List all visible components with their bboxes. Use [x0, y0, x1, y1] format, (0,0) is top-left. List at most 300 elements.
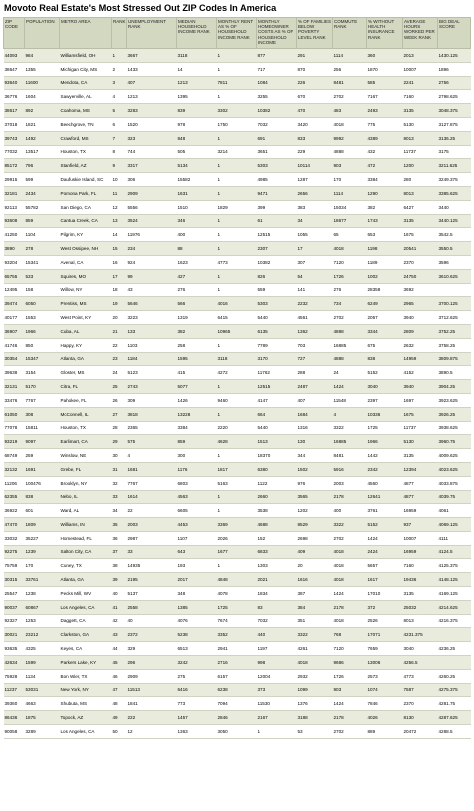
- table-cell: 903: [333, 159, 367, 173]
- table-cell: 3344: [367, 324, 403, 338]
- table-cell: 409: [297, 545, 333, 559]
- table-cell: 2698: [297, 531, 333, 545]
- table-cell: 278: [25, 242, 60, 256]
- table-cell: 15347: [25, 352, 60, 366]
- table-cell: 1189: [367, 255, 403, 269]
- table-cell: 39743: [4, 131, 25, 145]
- table-cell: 256: [333, 62, 367, 76]
- table-cell: 11737: [403, 145, 438, 159]
- table-cell: 77032: [4, 145, 25, 159]
- table-cell: 1697: [403, 393, 438, 407]
- table-cell: 2909: [127, 186, 177, 200]
- table-cell: 170: [333, 173, 367, 187]
- table-cell: 5303: [257, 297, 297, 311]
- table-cell: 2487: [297, 380, 333, 394]
- table-cell: 3384: [177, 421, 217, 435]
- table-cell: 130: [297, 435, 333, 449]
- table-cell: 1316: [297, 421, 333, 435]
- table-cell: 13006: [367, 656, 403, 670]
- table-cell: 877: [257, 49, 297, 63]
- table-cell: 1395: [177, 90, 217, 104]
- table-cell: 1896: [438, 62, 471, 76]
- table-cell: 1197: [257, 642, 297, 656]
- table-cell: 1213: [127, 90, 177, 104]
- table-row: [4, 242, 471, 256]
- table-cell: 92113: [4, 200, 25, 214]
- table-cell: 2965: [403, 297, 438, 311]
- table-cell: 415: [177, 366, 217, 380]
- table-cell: 14: [112, 228, 127, 242]
- table-cell: 6238: [217, 683, 257, 697]
- table-cell: 1: [217, 380, 257, 394]
- table-cell: 5170: [25, 380, 60, 394]
- table-cell: 4888: [333, 324, 367, 338]
- table-cell: 937: [403, 518, 438, 532]
- table-cell: 3758.25: [438, 338, 471, 352]
- table-cell: 1725: [367, 421, 403, 435]
- table-cell: 3289: [25, 725, 60, 739]
- table-row: [4, 587, 471, 601]
- table-cell: 4076: [177, 614, 217, 628]
- table-cell: 88: [177, 242, 217, 256]
- table-cell: 2003: [127, 518, 177, 532]
- table-cell: 25: [112, 380, 127, 394]
- table-cell: 193: [177, 559, 217, 573]
- table-cell: 5: [112, 104, 127, 118]
- table-cell: 3154: [25, 366, 60, 380]
- table-cell: 6803: [177, 476, 217, 490]
- table-cell: 27: [112, 407, 127, 421]
- table-cell: 306: [127, 173, 177, 187]
- table-cell: Cantua Creek, CA: [60, 214, 112, 228]
- table-cell: 26: [112, 393, 127, 407]
- table-cell: 1290: [367, 186, 403, 200]
- table-cell: 575: [127, 435, 177, 449]
- table-cell: 1239: [25, 545, 60, 559]
- table-cell: 5123: [127, 366, 177, 380]
- table-cell: 1631: [177, 186, 217, 200]
- table-cell: 1681: [127, 462, 177, 476]
- table-cell: 1362: [297, 324, 333, 338]
- table-cell: Grebe, FL: [60, 462, 112, 476]
- table-cell: 258: [177, 338, 217, 352]
- table-row: [4, 490, 471, 504]
- table-cell: 2003: [333, 476, 367, 490]
- table-cell: 3: [112, 76, 127, 90]
- table-cell: 7767: [25, 393, 60, 407]
- table-cell: Los Angeles, CA: [60, 600, 112, 614]
- table-cell: 1: [217, 131, 257, 145]
- table-cell: 670: [297, 90, 333, 104]
- table-cell: 38617: [4, 104, 25, 118]
- table-cell: 3118: [177, 49, 217, 63]
- table-cell: 2702: [333, 725, 367, 739]
- table-cell: 32132: [4, 462, 25, 476]
- table-cell: 3538: [257, 504, 297, 518]
- table-cell: 4275.375: [438, 683, 471, 697]
- table-cell: 9686: [333, 656, 367, 670]
- table-cell: 3135: [403, 449, 438, 463]
- table-cell: 5130: [403, 117, 438, 131]
- table-cell: 9: [112, 159, 127, 173]
- table-cell: 3040: [367, 380, 403, 394]
- table-cell: 3809.875: [438, 352, 471, 366]
- table-cell: 3610.625: [438, 269, 471, 283]
- table-cell: 23212: [25, 628, 60, 642]
- table-cell: 25032: [403, 600, 438, 614]
- table-cell: 727: [297, 352, 333, 366]
- table-cell: 2370: [403, 697, 438, 711]
- table-cell: 4663: [25, 697, 60, 711]
- table-cell: 11513: [127, 683, 177, 697]
- table-cell: 2178: [333, 490, 367, 504]
- table-cell: 39638: [4, 366, 25, 380]
- table-cell: 5152: [367, 518, 403, 532]
- table-cell: 93204: [4, 255, 25, 269]
- table-cell: 259: [25, 449, 60, 463]
- table-cell: 1617: [367, 573, 403, 587]
- table-cell: 35: [112, 518, 127, 532]
- table-cell: 4152: [403, 366, 438, 380]
- table-row: [4, 407, 471, 421]
- table-cell: 1510: [177, 200, 217, 214]
- table-cell: 12515: [257, 228, 297, 242]
- table-cell: 3352: [217, 628, 257, 642]
- table-cell: 5134: [177, 159, 217, 173]
- table-cell: Nebo, IL: [60, 490, 112, 504]
- column-header: BIG DEAL SCORE: [438, 18, 471, 49]
- table-cell: 133: [127, 324, 177, 338]
- table-cell: 4325: [25, 642, 60, 656]
- table-cell: 5646: [127, 297, 177, 311]
- table-cell: [438, 283, 471, 297]
- table-cell: 11976: [127, 228, 177, 242]
- table-cell: 1134: [25, 669, 60, 683]
- table-cell: 3440.125: [438, 214, 471, 228]
- table-cell: 6050: [25, 297, 60, 311]
- table-cell: 23: [112, 352, 127, 366]
- table-cell: 36907: [4, 324, 25, 338]
- table-cell: 8130: [403, 711, 438, 725]
- table-cell: 1099: [297, 683, 333, 697]
- page-title: Movoto Real Estate's Most Stressed Out ZIP Codes In America: [4, 3, 277, 13]
- table-cell: 10007: [403, 62, 438, 76]
- table-cell: 41: [112, 600, 127, 614]
- table-cell: 3550.5: [438, 242, 471, 256]
- table-row: [4, 628, 471, 642]
- table-cell: 470: [297, 104, 333, 118]
- table-cell: 3242: [177, 656, 217, 670]
- table-cell: 3818: [127, 407, 177, 421]
- table-row: [4, 228, 471, 242]
- table-cell: 19: [112, 297, 127, 311]
- table-cell: 2232: [297, 297, 333, 311]
- table-cell: 30315: [4, 573, 25, 587]
- table-cell: 4: [127, 449, 177, 463]
- table-cell: 29915: [4, 173, 25, 187]
- table-cell: 2493: [367, 104, 403, 118]
- table-cell: 12495: [4, 283, 25, 297]
- table-cell: 373: [257, 683, 297, 697]
- table-cell: 1424: [367, 531, 403, 545]
- table-cell: 4560: [367, 476, 403, 490]
- table-cell: 11530: [257, 697, 297, 711]
- table-cell: 4023.625: [438, 462, 471, 476]
- table-cell: 2: [112, 62, 127, 76]
- table-row: [4, 131, 471, 145]
- table-cell: 505: [177, 145, 217, 159]
- table-cell: 37018: [4, 117, 25, 131]
- table-cell: 344: [297, 449, 333, 463]
- table-cell: 1424: [333, 697, 367, 711]
- table-cell: 309: [127, 393, 177, 407]
- table-cell: 1: [217, 338, 257, 352]
- table-cell: 33: [112, 490, 127, 504]
- table-cell: 1: [217, 62, 257, 76]
- table-cell: 382: [177, 324, 217, 338]
- table-cell: 5556: [127, 200, 177, 214]
- table-row: [4, 324, 471, 338]
- table-cell: Earlimart, CA: [60, 435, 112, 449]
- table-cell: 6513: [177, 642, 217, 656]
- table-cell: 42: [112, 614, 127, 628]
- table-cell: 9992: [333, 131, 367, 145]
- table-row: [4, 600, 471, 614]
- table-cell: 4287.625: [438, 711, 471, 725]
- table-cell: 222: [127, 711, 177, 725]
- table-cell: 6427: [403, 200, 438, 214]
- table-cell: 1114: [333, 186, 367, 200]
- table-cell: 3440: [438, 200, 471, 214]
- table-cell: 826: [257, 269, 297, 283]
- table-cell: 1513: [257, 435, 297, 449]
- table-cell: 4069.125: [438, 518, 471, 532]
- table-cell: 22: [127, 504, 177, 518]
- table-cell: 1966: [367, 435, 403, 449]
- table-cell: 5440: [257, 421, 297, 435]
- table-cell: 47470: [4, 518, 25, 532]
- table-cell: 11600: [25, 76, 60, 90]
- table-cell: 1: [217, 186, 257, 200]
- table-cell: 36922: [4, 504, 25, 518]
- table-cell: 4272: [217, 366, 257, 380]
- table-cell: 1817: [217, 462, 257, 476]
- table-cell: 407: [127, 76, 177, 90]
- table-row: [4, 297, 471, 311]
- table-cell: 1303: [257, 559, 297, 573]
- table-cell: 42634: [4, 656, 25, 670]
- table-cell: 1726: [333, 669, 367, 683]
- table-cell: 1616: [297, 573, 333, 587]
- table-cell: 7032: [257, 117, 297, 131]
- table-row: [4, 145, 471, 159]
- table-cell: 3960.75: [438, 435, 471, 449]
- table-cell: 7: [112, 131, 127, 145]
- table-cell: Homestead, FL: [60, 531, 112, 545]
- table-row: [4, 642, 471, 656]
- table-cell: 533: [25, 269, 60, 283]
- table-cell: 13228: [177, 407, 217, 421]
- table-cell: 77078: [4, 421, 25, 435]
- table-cell: 4018: [297, 656, 333, 670]
- table-cell: 4985: [257, 173, 297, 187]
- table-cell: 5130: [403, 435, 438, 449]
- table-cell: 4147: [257, 393, 297, 407]
- table-cell: 38647: [4, 62, 25, 76]
- table-row: [4, 421, 471, 435]
- table-cell: 12394: [403, 462, 438, 476]
- table-cell: 28358: [367, 283, 403, 297]
- table-cell: 90037: [4, 600, 25, 614]
- table-cell: Cuney, TX: [60, 559, 112, 573]
- table-cell: 2987: [127, 531, 177, 545]
- table-cell: 6833: [257, 545, 297, 559]
- column-header: % OF FAMILIES BELOW POVERTY LEVEL RANK: [297, 18, 333, 49]
- table-cell: 717: [257, 62, 297, 76]
- table-cell: 2178: [333, 600, 367, 614]
- table-cell: 4389: [367, 131, 403, 145]
- table-cell: 90058: [4, 725, 25, 739]
- table-header-row: [4, 18, 471, 49]
- table-cell: 44: [112, 642, 127, 656]
- table-cell: 3369: [217, 518, 257, 532]
- table-cell: 1604: [25, 90, 60, 104]
- table-cell: 1: [217, 228, 257, 242]
- table-row: [4, 311, 471, 325]
- table-cell: 1200: [403, 159, 438, 173]
- table-cell: 3136.25: [438, 131, 471, 145]
- table-cell: 4281.75: [438, 697, 471, 711]
- table-cell: 50: [112, 725, 127, 739]
- table-cell: 3420: [297, 117, 333, 131]
- table-cell: 7846: [367, 697, 403, 711]
- table-cell: 2434: [25, 186, 60, 200]
- table-cell: 691: [257, 131, 297, 145]
- table-cell: 978: [177, 117, 217, 131]
- table-cell: 53031: [25, 683, 60, 697]
- table-cell: 300: [177, 449, 217, 463]
- table-row: [4, 656, 471, 670]
- table-cell: 1104: [25, 228, 60, 242]
- table-cell: 14: [177, 62, 217, 76]
- table-cell: 24: [112, 366, 127, 380]
- table-cell: 5916: [333, 462, 367, 476]
- table-cell: 1002: [367, 269, 403, 283]
- table-cell: 7120: [333, 255, 367, 269]
- table-cell: 10114: [297, 159, 333, 173]
- table-cell: 2220: [217, 421, 257, 435]
- table-cell: 17: [112, 269, 127, 283]
- table-cell: 16959: [403, 545, 438, 559]
- table-cell: Salton City, CA: [60, 545, 112, 559]
- table-cell: 3322: [297, 628, 333, 642]
- table-cell: 10965: [217, 324, 257, 338]
- table-cell: 984: [25, 49, 60, 63]
- table-cell: 1424: [333, 587, 367, 601]
- table-cell: 372: [367, 600, 403, 614]
- table-cell: 4848: [217, 573, 257, 587]
- table-cell: 998: [257, 656, 297, 670]
- table-cell: 31: [112, 462, 127, 476]
- table-cell: 387: [297, 587, 333, 601]
- table-cell: 2013: [403, 49, 438, 63]
- table-cell: 3667: [127, 49, 177, 63]
- table-cell: Sawyerville, AL: [60, 90, 112, 104]
- table-cell: 382: [367, 200, 403, 214]
- table-cell: 3940: [403, 380, 438, 394]
- table-cell: 5152: [367, 366, 403, 380]
- table-cell: 30: [112, 449, 127, 463]
- table-cell: 3048.375: [438, 104, 471, 118]
- table-cell: 2372: [127, 628, 177, 642]
- table-cell: 400: [177, 228, 217, 242]
- table-cell: 41746: [4, 338, 25, 352]
- table-cell: 20: [297, 559, 333, 573]
- table-cell: 2365: [127, 421, 177, 435]
- table-cell: 1677: [217, 545, 257, 559]
- table-cell: 1198: [367, 242, 403, 256]
- table-cell: 384: [297, 600, 333, 614]
- table-cell: 6249: [367, 297, 403, 311]
- table-cell: 2743: [127, 380, 177, 394]
- table-cell: 3890.5: [438, 366, 471, 380]
- table-cell: 3255: [257, 90, 297, 104]
- table-cell: 3565: [297, 490, 333, 504]
- table-cell: Keyes, CA: [60, 642, 112, 656]
- table-row: [4, 559, 471, 573]
- table-cell: 7094: [217, 697, 257, 711]
- table-row: [4, 200, 471, 214]
- table-row: [4, 49, 471, 63]
- table-cell: 24: [333, 366, 367, 380]
- table-cell: Crawford, MS: [60, 131, 112, 145]
- table-cell: 4231.375: [403, 628, 438, 642]
- table-cell: 32: [112, 476, 127, 490]
- table-cell: 3211.625: [438, 159, 471, 173]
- table-cell: 1238: [25, 587, 60, 601]
- table-cell: [438, 656, 471, 670]
- table-cell: 288: [297, 366, 333, 380]
- table-cell: 2526: [367, 614, 403, 628]
- table-body: [4, 49, 471, 739]
- table-cell: Mendota, CA: [60, 76, 112, 90]
- table-cell: 889: [367, 725, 403, 739]
- table-cell: 62355: [4, 490, 25, 504]
- table-cell: 33761: [25, 573, 60, 587]
- table-cell: 39474: [4, 297, 25, 311]
- table-cell: 11737: [403, 421, 438, 435]
- table-row: [4, 711, 471, 725]
- table-cell: 4016: [217, 297, 257, 311]
- table-cell: 229: [297, 145, 333, 159]
- table-cell: 1287: [297, 173, 333, 187]
- table-cell: 2660: [257, 490, 297, 504]
- table-cell: 4256.5: [403, 656, 438, 670]
- table-cell: 6380: [257, 462, 297, 476]
- table-cell: 21: [112, 324, 127, 338]
- table-cell: West Ossipee, NH: [60, 242, 112, 256]
- table-cell: 346: [177, 214, 217, 228]
- table-cell: 4039.75: [438, 490, 471, 504]
- table-cell: 976: [297, 476, 333, 490]
- table-cell: 2656: [297, 186, 333, 200]
- column-header: MONTHLY RENT AS % OF HOUSEHOLD INCOME RANK: [217, 18, 257, 49]
- table-cell: 7160: [403, 559, 438, 573]
- table-cell: 276: [177, 283, 217, 297]
- table-cell: 8481: [333, 449, 367, 463]
- table-cell: 4124.5: [438, 545, 471, 559]
- table-cell: 734: [333, 297, 367, 311]
